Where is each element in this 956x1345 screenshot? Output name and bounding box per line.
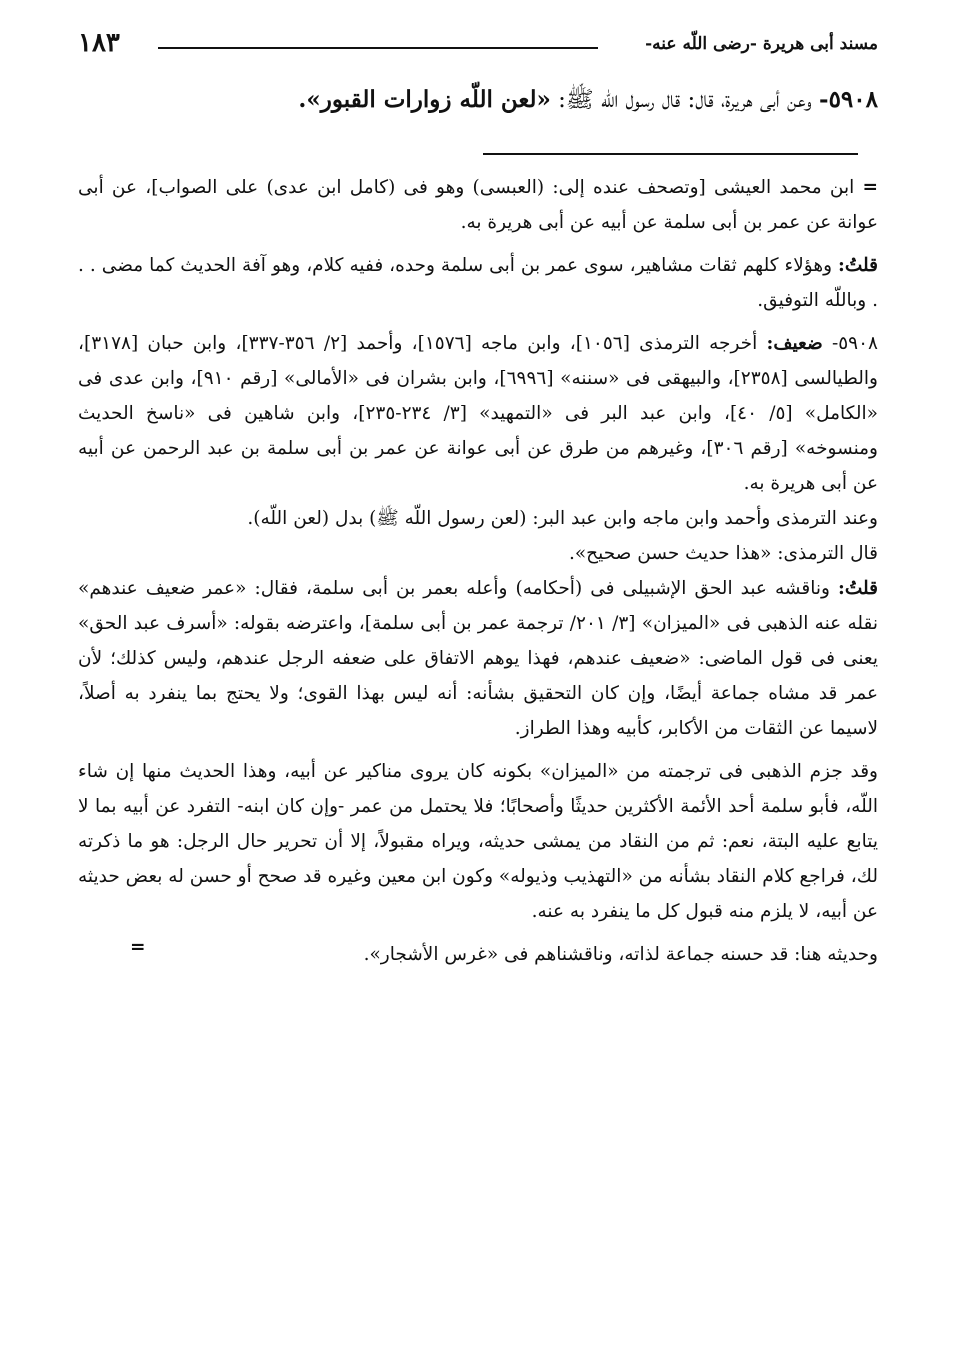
dhahabi-paragraph: وقد جزم الذهبى فى ترجمته من «الميزان» بكونه كان يروى مناكير عن أبيه، وهذا الحديث منها إن شاء اللّه، فأبو سلمة أحد الأئمة الأكثرين حديثًا وأصحابًا؛ فلا يحتمل من عمر -وإن كان ابنه- التفرد عن أبيه بما لا يتابع عليه البتة، نعم: ثم من النقاد من يمشى حديثه، ويراه مقبولاً، إلا أن تحرير حال الرجل: هو ما ذكرته لك، فراجع كلام النقاد بشأنه من «التهذيب وذيوله» وكون ابن معين وغيره قد صحح أو حسن له بعض حديثه عن أبيه، لا يلزم منه قبول كل ما ينفرد به عنه.	[78, 761, 878, 922]
footnotes	[78, 170, 878, 972]
qultu-label-1: قلتُ:	[838, 255, 878, 276]
daif-label: ضعيف:	[766, 333, 823, 354]
qultu-paragraph-2	[78, 571, 878, 746]
end-mark: =	[130, 937, 146, 958]
qultu-paragraph-1	[78, 248, 878, 318]
continuation-text: ابن محمد العيشى [وتصحف عنده إلى: (العبسى) وهو فى (كامل ابن عدى) على الصواب]، عن أبى عوانة عن عمر بن أبى سلمة عن أبيه عن أبى هريرة به.	[78, 177, 878, 233]
hadith-main	[78, 80, 878, 120]
final-paragraph: وحديثه هنا: قد حسنه جماعة لذاته، وناقشناهم فى «غرس الأشجار».	[363, 944, 878, 965]
hadith-number: ٥٩٠٨-	[819, 86, 878, 113]
takhrij-paragraph	[78, 326, 878, 501]
continuation-paragraph	[78, 170, 878, 240]
entry-number: ٥٩٠٨-	[831, 333, 878, 354]
continuation-mark: =	[862, 177, 878, 198]
running-title: مسند أبى هريرة -رضى اللّه عنه-	[645, 34, 878, 54]
header-rule	[158, 47, 598, 49]
takhrij-text: أخرجه الترمذى [١٠٥٦]، وابن ماجه [١٥٧٦]، وأحمد [٢/ ٣٥٦-٣٣٧]، وابن حبان [٣١٧٨]، والطيالسى [٢٣٥٨]، والبيهقى فى «سننه» [٦٩٩٦]، وابن بشران فى «الأمالى» [رقم ٩١٠]، وابن عدى فى «الكامل» [٥/ ٤٠]، وابن عبد البر فى «التمهيد» [٣/ ٢٣٤-٢٣٥]، وابن شاهين فى «ناسخ الحديث ومنسوخه» [رقم ٣٠٦]، وغيرهم من طرق عن أبى عوانة عن عمر بن أبى سلمة بن عبد الرحمن عن أبيه عن أبى هريرة به.	[78, 333, 878, 494]
footnote-separator	[483, 153, 858, 155]
qultu-label-2: قلتُ:	[838, 578, 878, 599]
qultu-text-1: وهؤلاء كلهم ثقات مشاهير، سوى عمر بن أبى سلمة وحده، ففيه كلام، وهو آفة الحديث كما مضى . . . وباللّه التوفيق.	[78, 255, 878, 311]
tirmidhi-paragraph: قال الترمذى: «هذا حديث حسن صحيح».	[568, 543, 878, 564]
final-row	[78, 937, 878, 972]
qultu-text-2: وناقشه عبد الحق الإشبيلى فى (أحكامه) وأعله بعمر بن أبى سلمة، فقال: «عمر ضعيف عندهم» نقله عنه الذهبى فى «الميزان» [٣/ ٢٠١/ ترجمة عمر بن أبى سلمة]، واعترضه بقوله: «أسرف عبد الحق» يعنى فى قول الماضى: «ضعيف عندهم، فهذا يوهم الاتفاق على ضعفه الرجل عندهم، وليس كذلك؛ لأن عمر قد مشاه جماعة أيضًا، وإن كان التحقيق بشأنه: أنه ليس بهذا القوى؛ ولا يحتج بما ينفرد به أصلاً، لاسيما عن الثقات من الأكابر، كأبيه وهذا الطراز.	[78, 578, 878, 739]
page-number: ١٨٣	[78, 28, 120, 58]
variant-paragraph: وعند الترمذى وأحمد وابن ماجه وابن عبد البر: (لعن رسول اللّه ﷺ) بدل (لعن اللّه).	[247, 508, 878, 529]
hadith-text: وعن أبى هريرة، قال: قال رسول اللّه ﷺ:	[558, 87, 812, 113]
hadith-quote: «لعن اللّه زوارات القبور».	[298, 86, 551, 113]
